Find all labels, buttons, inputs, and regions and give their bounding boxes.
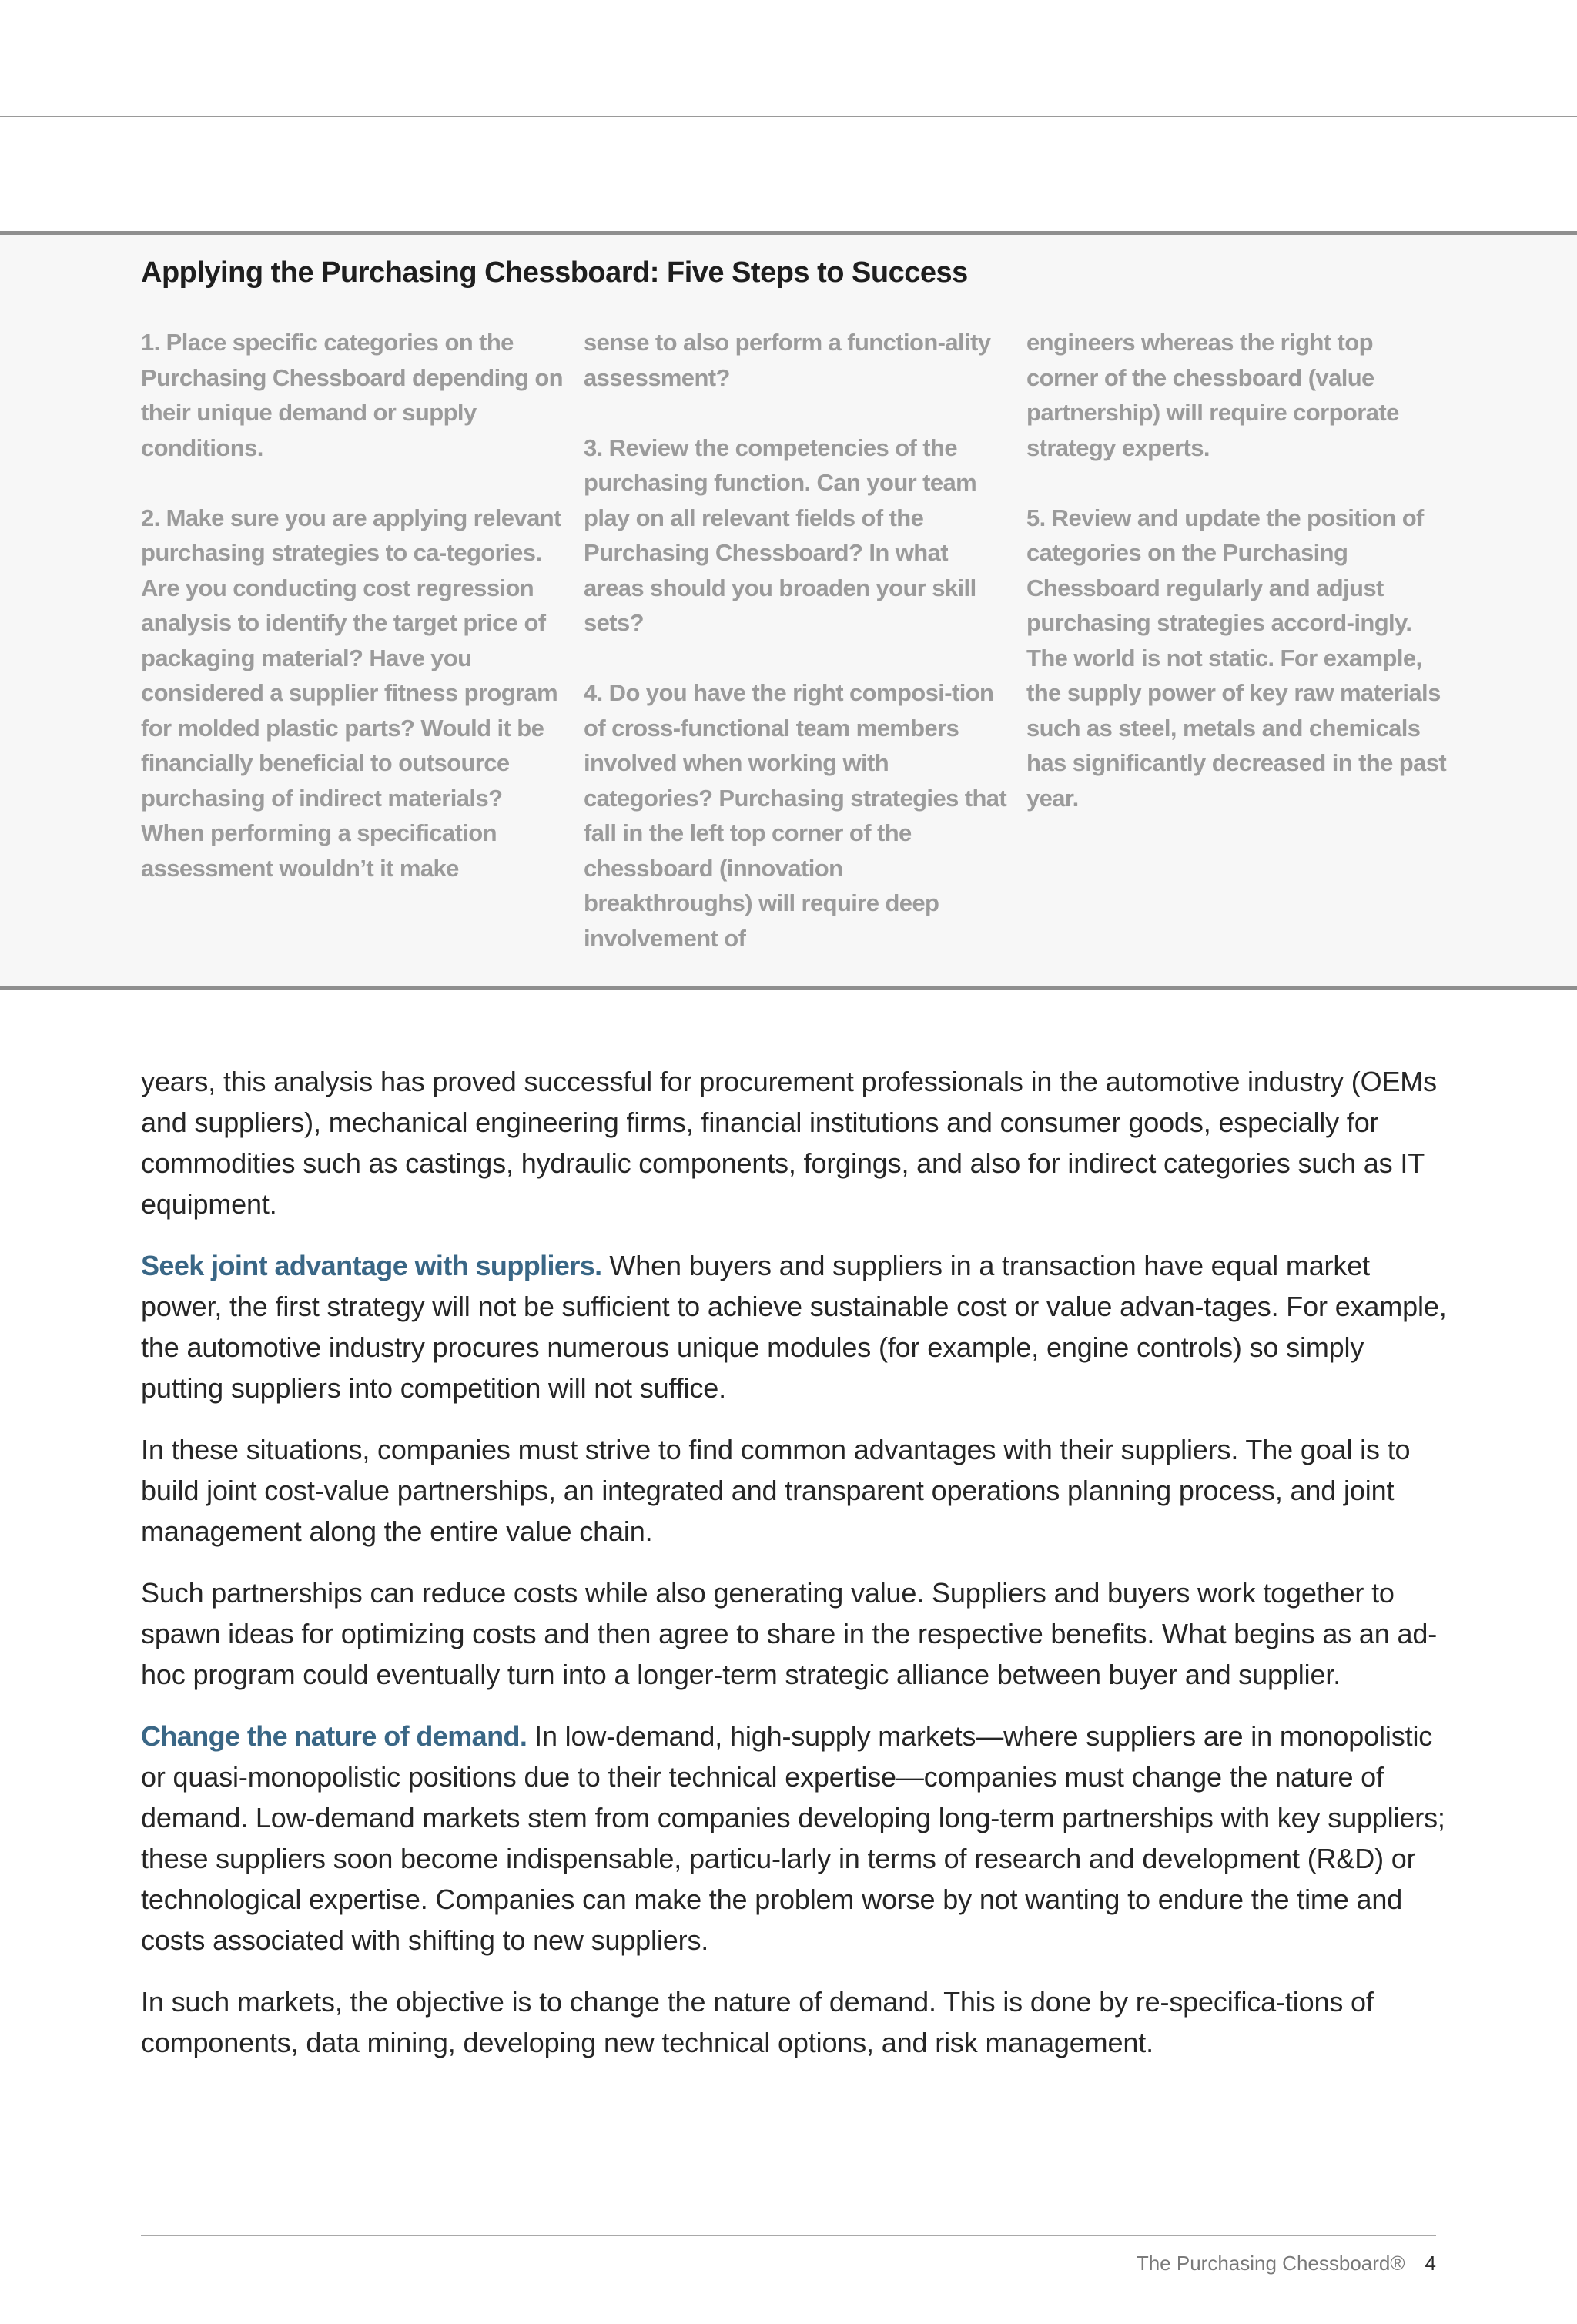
page-number: 4 bbox=[1425, 2252, 1436, 2275]
body-paragraph: In these situations, companies must strive to find common advantages with their suppliers. The goal is to build joint cost-value partnerships, an integrated and transparent operations planning process, and joint management along the entire value chain. bbox=[141, 1434, 1411, 1547]
footer-title: The Purchasing Chessboard® bbox=[1136, 2252, 1405, 2275]
sidebar-paragraph: engineers whereas the right top corner of the chessboard (value partnership) will require corporate strategy experts. bbox=[1026, 329, 1399, 461]
main-body bbox=[141, 1061, 1450, 2084]
sidebar-paragraph: 3. Review the competencies of the purchasing function. Can your team play on all relevant fields of the Purchasing Chessboard? In what areas should you broaden your skill sets? bbox=[584, 434, 977, 636]
sidebar-paragraph: 1. Place specific categories on the Purchasing Chessboard depending on their unique demand or supply conditions. bbox=[141, 329, 563, 461]
body-paragraph: years, this analysis has proved successful for procurement professionals in the automotive industry (OEMs and suppliers), mechanical engineering firms, financial institutions and consumer goods, especially for commodities such as castings, hydraulic components, forgings, and also for indirect categories such as IT equipment. bbox=[141, 1066, 1438, 1220]
sidebar-title: Applying the Purchasing Chessboard: Five Steps to Success bbox=[141, 256, 968, 289]
sidebar-paragraph: 2. Make sure you are applying relevant purchasing strategies to ca-tegories. Are you conducting cost regression analysis to identify the target price of packaging material? Have you considered a supplier fitness program for molded plastic parts? Would it be financially beneficial to outsource purchasing of indirect materials? When performing a specification assessment wouldn’t it make bbox=[141, 504, 561, 882]
page-footer bbox=[1137, 2252, 1436, 2275]
sidebar-column-3 bbox=[1026, 325, 1450, 815]
body-paragraph: In such markets, the objective is to change the nature of demand. This is done by re-specifica-tions of components, data mining, developing new technical options, and risk management. bbox=[141, 1986, 1374, 2058]
body-paragraph bbox=[141, 1245, 1450, 1408]
section-lead: Change the nature of demand. bbox=[141, 1720, 527, 1752]
sidebar-column-1 bbox=[141, 325, 564, 886]
sidebar-paragraph: 4. Do you have the right composi-tion of cross-functional team members involved when working with categories? Purchasing strategies that fall in the left top corner of the chessboard (innovation breakthroughs) will require deep involvement of bbox=[584, 679, 1007, 952]
body-paragraph bbox=[141, 1716, 1450, 1961]
footer-rule bbox=[141, 2235, 1436, 2236]
paragraph-text: When buyers and suppliers in a transaction have equal market power, the first strategy will not be sufficient to achieve sustainable cost or value advan-tages. For example, the automotive industry procures numerous unique modules (for example, engine controls) so simply putting suppliers into competition will not suffice. bbox=[141, 1250, 1447, 1404]
body-paragraph: Such partnerships can reduce costs while also generating value. Suppliers and buyers work together to spawn ideas for optimizing costs and then agree to share in the respective benefits. What begins as an ad-hoc program could eventually turn into a longer-term strategic alliance between buyer and supplier. bbox=[141, 1577, 1438, 1690]
sidebar-paragraph: 5. Review and update the position of categories on the Purchasing Chessboard regularly and adjust purchasing strategies accord-ingly. The world is not static. For example, the supply power of key raw materials such as steel, metals and chemicals has significantly decreased in the past year. bbox=[1026, 504, 1447, 812]
sidebar-paragraph: sense to also perform a function-ality assessment? bbox=[584, 329, 991, 391]
sidebar-column-2 bbox=[584, 325, 1007, 956]
paragraph-text: In low-demand, high-supply markets—where suppliers are in monopolistic or quasi-monopolistic positions due to their technical expertise—companies must change the nature of demand. Low-demand markets stem from companies developing long-term partnerships with key suppliers; these suppliers soon become indispensable, particu-larly in terms of research and development (R&D) or technological expertise. Companies can make the problem worse by not wanting to endure the time and costs associated with shifting to new suppliers. bbox=[141, 1720, 1445, 1956]
sidebar-box bbox=[0, 231, 1577, 990]
top-rule bbox=[0, 116, 1577, 117]
section-lead: Seek joint advantage with suppliers. bbox=[141, 1250, 602, 1281]
